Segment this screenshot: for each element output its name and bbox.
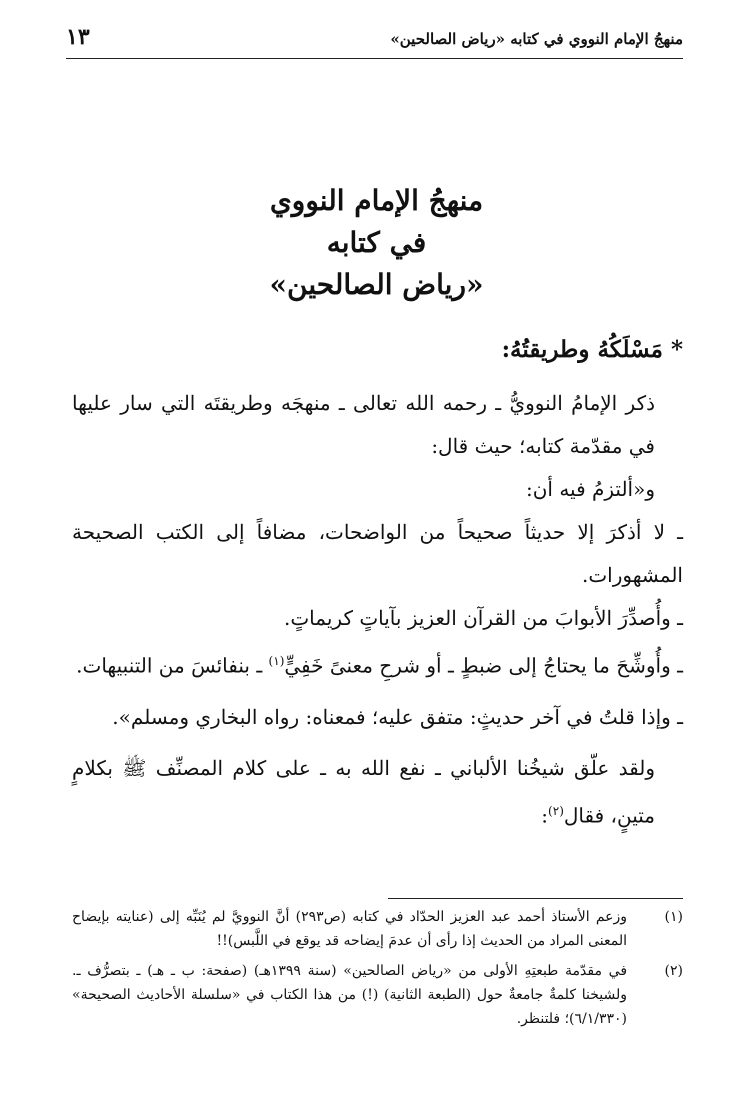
footnote-ref-2: (٢): [548, 803, 564, 818]
footnote-2-number: (٢): [664, 963, 683, 979]
paragraph-7: [72, 747, 683, 838]
section-heading: * مَسْلَكُهُ وطريقتُهُ:: [501, 336, 683, 363]
paragraph-5: [72, 640, 683, 688]
paragraph-5-text-b: ـ بنفائسَ من التنبيهات.: [76, 653, 269, 678]
paragraph-5-text-a: ـ وأُوشِّحَ ما يحتاجُ إلى ضبطٍ ـ أو شرحِ معنىً خَفِيٍّ: [284, 653, 683, 678]
footnote-1-number: (١): [664, 909, 683, 925]
body-text: [72, 382, 683, 837]
footnote-ref-1: (١): [268, 654, 285, 668]
paragraph-1: ذكر الإمامُ النوويُّ ـ رحمه الله تعالى ـ منهجَه وطريقتَه التي سار عليها في مقدّمة كتابه؛ حيث قال:: [72, 391, 655, 458]
footnote-divider: [388, 898, 683, 899]
paragraph-3: ـ لا أذكرَ إلا حديثاً صحيحاً من الواضحات، مضافاً إلى الكتب الصحيحة المشهورات.: [72, 520, 683, 587]
paragraph-4: ـ وأُصدِّرَ الأبوابَ من القرآن العزيز بآياتٍ كريماتٍ.: [284, 606, 683, 630]
footnote-2-text: في مقدّمة طبعتِهِ الأولى من «رياض الصالحين» (سنة ١٣٩٩هـ) (صفحة: ب ـ هـ) ـ بتصرُّف ـ. ولشيخنا كلمةٌ جامعةٌ حول (الطبعة الثانية) (!) من هذا الكتاب في «سلسلة الأحاديث الصحيحة» (٦/١/٣٣٠)؛ فلتنظر.: [72, 963, 628, 1027]
footnotes: [72, 905, 683, 1037]
footnote-1: [72, 905, 683, 953]
title-line-1: منهجُ الإمام النووي: [269, 184, 484, 217]
title-line-3: «رياض الصالحين»: [269, 268, 484, 301]
page-number: ١٣: [66, 24, 90, 50]
chapter-title: [0, 180, 753, 306]
paragraph-7-text-a: ولقد علّق شيخُنا الألباني ـ نفع الله به ـ على كلام المصنِّف ﷺ بكلامٍ متينٍ، فقال: [72, 755, 655, 828]
paragraph-6: ـ وإذا قلتُ في آخر حديثٍ: متفق عليه؛ فمعناه: رواه البخاري ومسلم».: [112, 704, 683, 729]
footnote-2: [72, 959, 683, 1031]
title-line-2: في كتابه: [326, 226, 427, 259]
paragraph-7-text-b: :: [541, 803, 549, 828]
paragraph-2: و«ألتزمُ فيه أن:: [525, 477, 655, 501]
running-title: منهجُ الإمام النووي في كتابه «رياض الصالحين»: [390, 30, 683, 48]
page-header: [66, 24, 683, 59]
footnote-1-text: وزعم الأستاذ أحمد عبد العزيز الحدّاد في كتابه (ص٢٩٣) أنَّ النوويَّ لم يُنَبِّه إلى (عنايته بإيضاح المعنى المراد من الحديث إذا رأى أن عدمَ إيضاحه قد يوقع في اللَّبس)!!: [72, 909, 628, 949]
